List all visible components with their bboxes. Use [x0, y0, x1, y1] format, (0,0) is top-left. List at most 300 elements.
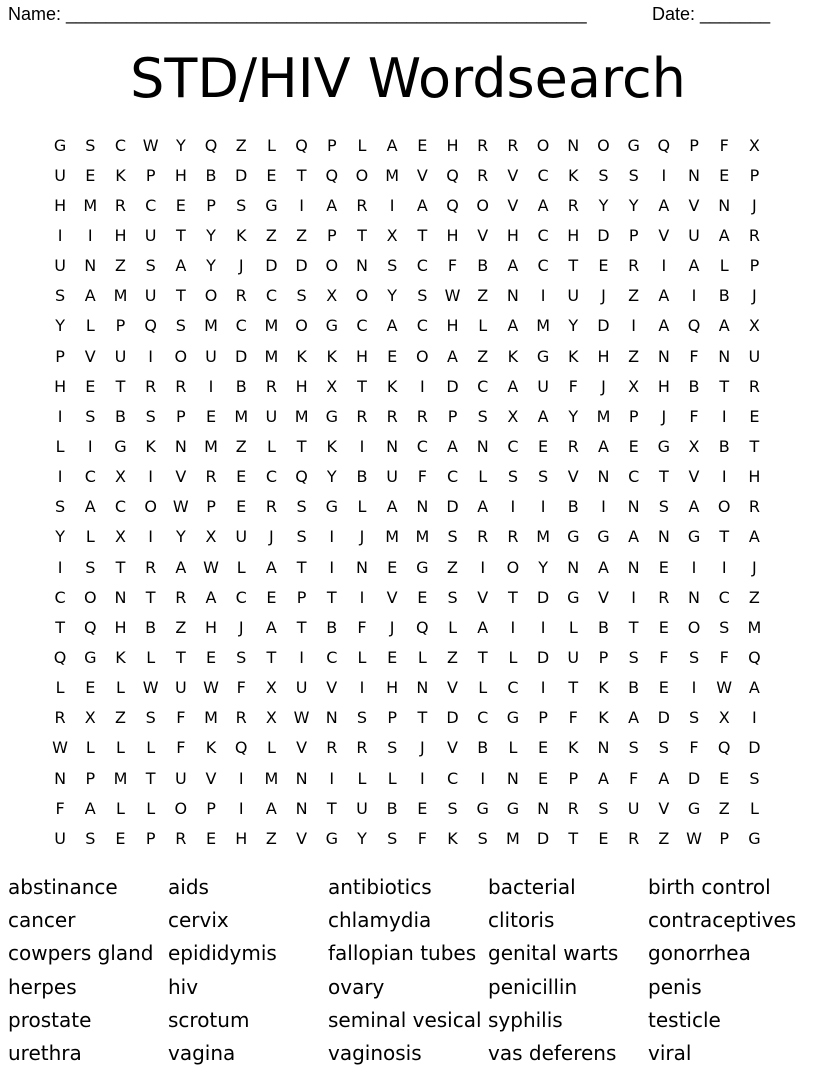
- grid-letter: R: [567, 798, 579, 818]
- grid-letter: X: [748, 135, 760, 155]
- grid-letter: T: [477, 647, 488, 667]
- grid-letter: S: [145, 406, 156, 426]
- grid-letter: N: [295, 798, 308, 818]
- grid-letter: Q: [446, 165, 459, 185]
- grid-letter: C: [114, 497, 127, 517]
- grid-letter: W: [716, 678, 733, 698]
- word-list-item: ovary: [328, 974, 385, 999]
- grid-letter: I: [540, 286, 546, 306]
- grid-letter: Y: [628, 195, 639, 215]
- grid-letter: T: [145, 587, 156, 607]
- grid-letter: B: [628, 678, 640, 698]
- grid-letter: H: [205, 617, 218, 637]
- grid-letter: Z: [628, 346, 640, 366]
- grid-letter: U: [54, 165, 66, 185]
- grid-letter: K: [326, 346, 338, 366]
- grid-letter: X: [326, 376, 338, 396]
- grid-letter: G: [506, 708, 520, 728]
- grid-letter: P: [206, 497, 216, 517]
- grid-letter: E: [85, 678, 96, 698]
- word-list-item: cervix: [168, 908, 229, 933]
- grid-letter: N: [537, 798, 550, 818]
- grid-letter: A: [447, 436, 458, 456]
- grid-letter: I: [540, 497, 546, 517]
- grid-letter: A: [447, 346, 458, 366]
- grid-letter: H: [174, 165, 187, 185]
- grid-letter: R: [175, 376, 187, 396]
- grid-letter: A: [386, 135, 398, 155]
- grid-letter: G: [325, 316, 338, 336]
- grid-letter: M: [536, 527, 550, 547]
- grid-letter: T: [719, 527, 730, 547]
- grid-letter: V: [507, 165, 519, 185]
- grid-letter: N: [416, 497, 429, 517]
- page-title: STD/HIV Wordsearch: [130, 47, 686, 110]
- grid-letter: H: [446, 225, 459, 245]
- grid-letter: V: [296, 828, 308, 848]
- grid-letter: O: [506, 557, 520, 577]
- grid-letter: P: [538, 708, 548, 728]
- grid-letter: B: [718, 286, 730, 306]
- grid-letter: K: [598, 708, 609, 728]
- grid-letter: D: [295, 256, 308, 276]
- grid-letter: J: [419, 738, 425, 758]
- grid-letter: A: [597, 768, 609, 788]
- word-list-item: prostate: [8, 1007, 92, 1032]
- grid-letter: N: [54, 768, 67, 788]
- grid-letter: T: [296, 165, 307, 185]
- grid-letter: E: [538, 738, 549, 758]
- grid-letter: R: [748, 376, 760, 396]
- grid-letter: S: [477, 406, 488, 426]
- grid-letter: T: [417, 708, 428, 728]
- grid-letter: I: [238, 798, 244, 818]
- grid-letter: J: [752, 557, 757, 577]
- word-list-item: contraceptives: [648, 908, 797, 933]
- grid-letter: H: [114, 617, 127, 637]
- grid-letter: M: [264, 768, 279, 788]
- grid-letter: D: [536, 587, 550, 607]
- grid-letter: A: [748, 678, 760, 698]
- grid-letter: A: [658, 195, 670, 215]
- grid-letter: L: [357, 768, 367, 788]
- grid-letter: F: [568, 708, 578, 728]
- grid-letter: C: [537, 225, 549, 245]
- grid-letter: A: [265, 798, 277, 818]
- grid-letter: A: [507, 316, 519, 336]
- grid-letter: E: [85, 165, 96, 185]
- grid-letter: T: [296, 436, 307, 456]
- grid-letter: O: [355, 165, 369, 185]
- grid-letter: L: [146, 647, 156, 667]
- grid-letter: A: [175, 557, 187, 577]
- grid-letter: N: [174, 436, 187, 456]
- grid-letter: L: [146, 798, 156, 818]
- word-list-item: seminal vesical: [328, 1007, 482, 1032]
- grid-letter: S: [296, 497, 307, 517]
- grid-letter: A: [537, 195, 549, 215]
- word-list-item: aids: [168, 875, 209, 899]
- grid-letter: L: [448, 617, 457, 637]
- grid-letter: F: [568, 376, 578, 396]
- grid-letter: N: [688, 165, 701, 185]
- grid-letter: L: [478, 467, 488, 487]
- grid-letter: O: [174, 346, 188, 366]
- grid-letter: U: [174, 768, 187, 788]
- grid-letter: U: [144, 225, 157, 245]
- grid-letter: P: [296, 587, 307, 607]
- word-list: [8, 871, 808, 1070]
- grid-letter: N: [325, 708, 338, 728]
- grid-letter: D: [536, 828, 550, 848]
- grid-letter: Y: [175, 527, 186, 547]
- grid-letter: R: [748, 225, 760, 245]
- grid-letter: C: [718, 587, 730, 607]
- word-list-item: testicle: [648, 1007, 721, 1032]
- grid-letter: Y: [55, 527, 65, 547]
- grid-letter: L: [85, 527, 95, 547]
- grid-letter: I: [359, 678, 365, 698]
- grid-letter: A: [265, 557, 277, 577]
- word-list-item: vaginosis: [328, 1040, 422, 1065]
- grid-letter: V: [477, 225, 489, 245]
- grid-letter: U: [114, 346, 127, 366]
- grid-letter: P: [326, 135, 337, 155]
- grid-letter: P: [628, 406, 639, 426]
- grid-letter: I: [87, 436, 93, 456]
- grid-letter: M: [113, 286, 128, 306]
- grid-letter: W: [142, 678, 159, 698]
- letter-grid: [45, 130, 770, 853]
- grid-letter: L: [749, 798, 759, 818]
- grid-letter: Z: [235, 135, 247, 155]
- grid-letter: N: [295, 768, 308, 788]
- grid-letter: K: [568, 346, 579, 366]
- grid-letter: E: [266, 165, 277, 185]
- grid-letter: G: [627, 135, 640, 155]
- grid-letter: R: [175, 587, 187, 607]
- grid-letter: O: [597, 135, 610, 155]
- grid-letter: S: [628, 647, 639, 667]
- grid-letter: A: [688, 497, 700, 517]
- grid-letter: H: [114, 225, 127, 245]
- grid-letter: S: [145, 708, 156, 728]
- grid-letter: N: [688, 587, 701, 607]
- grid-letter: I: [57, 406, 63, 426]
- word-list-item: clitoris: [488, 908, 555, 933]
- word-list-item: viral: [648, 1040, 692, 1065]
- grid-letter: E: [205, 406, 217, 426]
- grid-letter: S: [387, 828, 398, 848]
- word-list-item: vagina: [168, 1040, 236, 1065]
- grid-letter: R: [235, 286, 247, 306]
- grid-letter: M: [294, 406, 309, 426]
- grid-letter: R: [356, 738, 368, 758]
- grid-letter: I: [87, 225, 93, 245]
- grid-letter: L: [116, 678, 125, 698]
- grid-letter: I: [752, 708, 757, 728]
- grid-letter: P: [206, 798, 216, 818]
- grid-letter: I: [359, 587, 365, 607]
- grid-letter: G: [506, 798, 520, 818]
- grid-letter: L: [55, 436, 65, 456]
- grid-letter: S: [145, 256, 156, 276]
- grid-letter: R: [628, 256, 640, 276]
- grid-letter: V: [447, 678, 458, 698]
- grid-letter: T: [115, 557, 126, 577]
- word-list-item: bacterial: [488, 875, 576, 899]
- grid-letter: Q: [657, 135, 671, 155]
- word-list-item: penicillin: [488, 974, 578, 999]
- grid-letter: I: [208, 376, 214, 396]
- grid-letter: R: [145, 557, 157, 577]
- grid-letter: Y: [55, 316, 65, 336]
- grid-letter: I: [389, 195, 395, 215]
- grid-letter: T: [628, 617, 639, 637]
- grid-letter: X: [718, 708, 730, 728]
- grid-letter: M: [385, 165, 400, 185]
- grid-letter: Z: [477, 346, 489, 366]
- grid-letter: I: [299, 195, 304, 215]
- grid-letter: Z: [296, 225, 308, 245]
- grid-letter: U: [295, 678, 308, 698]
- grid-letter: D: [597, 225, 610, 245]
- grid-letter: E: [417, 798, 428, 818]
- grid-letter: V: [326, 678, 338, 698]
- grid-letter: Z: [265, 225, 277, 245]
- grid-letter: S: [55, 286, 66, 306]
- word-list-item: herpes: [8, 974, 77, 999]
- grid-letter: V: [416, 165, 428, 185]
- grid-letter: G: [597, 527, 610, 547]
- grid-letter: G: [53, 135, 67, 155]
- grid-letter: I: [57, 225, 63, 245]
- grid-letter: A: [386, 497, 398, 517]
- grid-letter: E: [598, 256, 609, 276]
- name-field-label: Name: ____________________________________________________: [8, 4, 587, 24]
- grid-letter: S: [688, 647, 700, 667]
- grid-letter: Z: [235, 436, 247, 456]
- grid-letter: S: [507, 467, 518, 487]
- grid-letter: D: [265, 256, 278, 276]
- grid-letter: M: [264, 316, 279, 336]
- grid-letter: C: [356, 316, 368, 336]
- grid-letter: N: [84, 256, 97, 276]
- word-list-item: antibiotics: [328, 875, 432, 899]
- grid-letter: J: [269, 527, 274, 547]
- grid-letter: Q: [717, 738, 731, 758]
- grid-letter: J: [359, 527, 365, 547]
- word-list-item: chlamydia: [328, 908, 432, 933]
- grid-letter: H: [446, 135, 459, 155]
- grid-letter: F: [417, 467, 427, 487]
- grid-letter: M: [204, 436, 218, 456]
- grid-letter: E: [719, 165, 730, 185]
- grid-letter: D: [687, 768, 701, 788]
- grid-letter: I: [691, 286, 697, 306]
- grid-letter: I: [148, 467, 154, 487]
- grid-letter: B: [205, 165, 217, 185]
- grid-letter: A: [205, 587, 217, 607]
- grid-letter: X: [628, 376, 640, 396]
- grid-letter: P: [85, 768, 96, 788]
- grid-letter: A: [84, 286, 96, 306]
- grid-letter: A: [658, 316, 670, 336]
- grid-letter: C: [477, 376, 489, 396]
- grid-letter: X: [84, 708, 96, 728]
- grid-letter: Q: [234, 738, 248, 758]
- grid-letter: B: [114, 406, 126, 426]
- grid-letter: C: [537, 165, 549, 185]
- grid-letter: F: [447, 256, 458, 276]
- grid-letter: G: [567, 587, 580, 607]
- word-list-item: epididymis: [168, 941, 277, 966]
- grid-letter: F: [659, 647, 669, 667]
- grid-letter: V: [688, 195, 700, 215]
- grid-letter: R: [567, 436, 579, 456]
- grid-letter: N: [597, 467, 610, 487]
- grid-letter: Q: [53, 647, 67, 667]
- grid-letter: G: [416, 557, 429, 577]
- grid-letter: M: [83, 195, 98, 215]
- grid-letter: M: [234, 406, 249, 426]
- grid-letter: L: [417, 647, 427, 667]
- grid-letter: E: [417, 587, 428, 607]
- grid-letter: E: [175, 195, 186, 215]
- grid-letter: E: [749, 406, 760, 426]
- grid-letter: X: [114, 527, 126, 547]
- grid-letter: C: [114, 135, 127, 155]
- grid-letter: A: [84, 798, 96, 818]
- word-list-item: fallopian tubes: [328, 941, 477, 966]
- grid-letter: J: [601, 286, 606, 306]
- grid-letter: A: [175, 256, 187, 276]
- grid-letter: O: [204, 286, 218, 306]
- grid-letter: A: [748, 527, 760, 547]
- word-list-item: abstinance: [8, 875, 118, 899]
- grid-letter: O: [717, 497, 731, 517]
- grid-letter: D: [597, 316, 610, 336]
- grid-letter: U: [174, 678, 187, 698]
- grid-letter: C: [235, 587, 247, 607]
- grid-letter: E: [205, 828, 217, 848]
- grid-letter: D: [235, 165, 248, 185]
- grid-letter: H: [597, 346, 610, 366]
- grid-letter: S: [447, 798, 458, 818]
- grid-letter: R: [658, 587, 670, 607]
- grid-letter: W: [686, 828, 702, 848]
- grid-letter: I: [601, 497, 606, 517]
- grid-letter: A: [688, 256, 700, 276]
- grid-letter: T: [719, 376, 730, 396]
- grid-letter: Z: [628, 286, 640, 306]
- grid-letter: R: [54, 708, 66, 728]
- grid-letter: N: [506, 286, 519, 306]
- grid-letter: V: [477, 587, 489, 607]
- grid-letter: R: [748, 497, 760, 517]
- grid-letter: R: [416, 406, 428, 426]
- grid-letter: Y: [598, 195, 609, 215]
- grid-letter: T: [326, 798, 337, 818]
- grid-letter: S: [85, 406, 96, 426]
- grid-letter: H: [295, 376, 308, 396]
- grid-letter: O: [325, 256, 339, 276]
- grid-letter: T: [175, 225, 186, 245]
- grid-letter: T: [145, 768, 156, 788]
- grid-letter: L: [568, 617, 578, 637]
- grid-letter: I: [238, 768, 244, 788]
- grid-letter: W: [52, 738, 68, 758]
- grid-letter: P: [326, 225, 337, 245]
- grid-letter: S: [387, 738, 398, 758]
- grid-letter: U: [205, 346, 217, 366]
- grid-letter: I: [510, 617, 516, 637]
- grid-letter: I: [419, 376, 425, 396]
- grid-letter: W: [293, 708, 310, 728]
- grid-letter: Y: [357, 828, 367, 848]
- grid-letter: J: [661, 406, 667, 426]
- grid-letter: G: [265, 195, 278, 215]
- grid-letter: K: [568, 165, 579, 185]
- grid-letter: U: [567, 647, 580, 667]
- grid-letter: H: [446, 316, 459, 336]
- grid-letter: C: [477, 708, 489, 728]
- grid-letter: B: [145, 617, 157, 637]
- grid-letter: S: [749, 768, 760, 788]
- grid-letter: F: [689, 406, 699, 426]
- grid-letter: K: [205, 738, 217, 758]
- grid-letter: S: [628, 165, 639, 185]
- grid-letter: V: [84, 346, 96, 366]
- grid-letter: O: [476, 195, 490, 215]
- grid-letter: O: [174, 798, 188, 818]
- grid-letter: I: [631, 587, 637, 607]
- grid-letter: M: [204, 708, 218, 728]
- grid-letter: Z: [658, 828, 670, 848]
- grid-letter: T: [55, 617, 65, 637]
- grid-letter: S: [85, 828, 96, 848]
- grid-letter: F: [689, 738, 699, 758]
- grid-letter: K: [115, 165, 126, 185]
- grid-letter: U: [688, 225, 700, 245]
- grid-letter: K: [296, 346, 307, 366]
- grid-letter: Z: [447, 647, 459, 667]
- grid-letter: X: [265, 678, 277, 698]
- grid-letter: L: [478, 678, 488, 698]
- grid-letter: S: [719, 617, 730, 637]
- grid-letter: G: [325, 406, 338, 426]
- grid-letter: C: [628, 467, 640, 487]
- grid-letter: A: [386, 316, 398, 336]
- grid-letter: C: [84, 467, 96, 487]
- grid-letter: Q: [446, 195, 459, 215]
- grid-letter: U: [265, 406, 278, 426]
- grid-letter: E: [538, 436, 549, 456]
- grid-letter: W: [172, 497, 189, 517]
- grid-letter: S: [598, 798, 609, 818]
- grid-letter: D: [657, 708, 670, 728]
- grid-letter: Q: [144, 316, 157, 336]
- grid-letter: Z: [477, 286, 489, 306]
- grid-letter: A: [326, 195, 338, 215]
- grid-letter: N: [355, 557, 368, 577]
- grid-letter: M: [596, 406, 611, 426]
- grid-letter: T: [508, 587, 518, 607]
- grid-letter: P: [628, 225, 639, 245]
- grid-letter: F: [417, 828, 427, 848]
- grid-letter: R: [114, 195, 127, 215]
- grid-letter: S: [85, 135, 96, 155]
